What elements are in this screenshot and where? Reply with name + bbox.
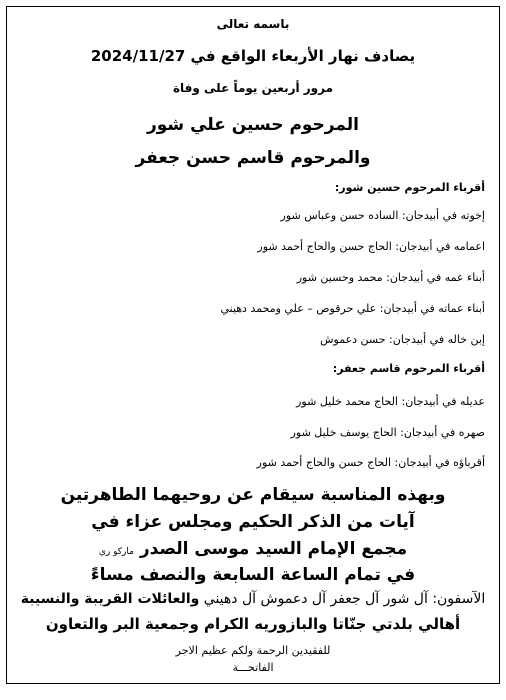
relatives-1-line: أبناء عماته في أبيدجان: علي حرقوص – علي ومحمد دهيني bbox=[220, 302, 485, 315]
relatives-2-line: صهره في أبيدجان: الحاج يوسف خليل شور bbox=[290, 426, 485, 439]
announcement-line-2: آيات من الذكر الحكيم ومجلس عزاء في bbox=[91, 512, 415, 532]
relatives-1-heading: أقرباء المرحوم حسين شور: bbox=[334, 181, 485, 194]
footer-fatiha: الفاتحـــة bbox=[232, 661, 274, 674]
deceased-name-2: والمرحوم قاسم حسن جعفر bbox=[135, 148, 371, 168]
venue-name: مجمع الإمام السيد موسى الصدر bbox=[139, 539, 408, 559]
relatives-1-line: إخوته في أبيدجان: الساده حسن وعباس شور bbox=[280, 209, 485, 222]
announcement-line-1: وبهذه المناسبة سيقام عن روحيهما الطاهرتين bbox=[60, 485, 446, 505]
mourners-relatives: والعائلات القريبة والنسيبة bbox=[20, 591, 200, 607]
announcement-line-3 bbox=[7, 539, 499, 559]
mourners-label: الآسفون: bbox=[432, 591, 486, 607]
footer-condolence: للفقيدين الرحمة ولكم عظيم الاجر bbox=[175, 644, 331, 657]
relatives-2-heading: أقرباء المرحوم قاسم جعفر: bbox=[332, 362, 485, 375]
relatives-1-line: اعمامه في أبيدجان: الحاج حسن والحاج أحمد شور bbox=[257, 240, 485, 253]
announcement-time: في تمام الساعة السابعة والنصف مساءً bbox=[90, 565, 416, 585]
mourners-towns: أهالي بلدتي جنّاتا والبازوريه الكرام وجمعية البر والتعاون bbox=[45, 615, 461, 633]
relatives-1-line: إبن خاله في أبيدجان: حسن دعموش bbox=[320, 333, 485, 346]
occasion-line: مرور أربعين يوماً على وفاة bbox=[172, 81, 334, 95]
relatives-2-line: عديله في أبيدجان: الحاج محمد خليل شور bbox=[296, 395, 485, 408]
mourners-line bbox=[7, 591, 499, 607]
mourners-families: آل شور آل جعفر آل دعموش آل دهيني bbox=[203, 591, 428, 607]
relatives-1-line: أبناء عمه في أبيدجان: محمد وحسين شور bbox=[296, 271, 485, 284]
venue-location: ماركو ري bbox=[98, 547, 134, 557]
obituary-notice bbox=[6, 6, 500, 684]
relatives-2-line: أقرباؤه في أبيدجان: الحاج حسن والحاج أحمد شور bbox=[256, 456, 485, 469]
invocation: باسمه تعالى bbox=[216, 17, 290, 31]
date-line: يصادف نهار الأربعاء الواقع في 2024/11/27 bbox=[90, 47, 416, 65]
deceased-name-1: المرحوم حسين علي شور bbox=[146, 115, 359, 135]
